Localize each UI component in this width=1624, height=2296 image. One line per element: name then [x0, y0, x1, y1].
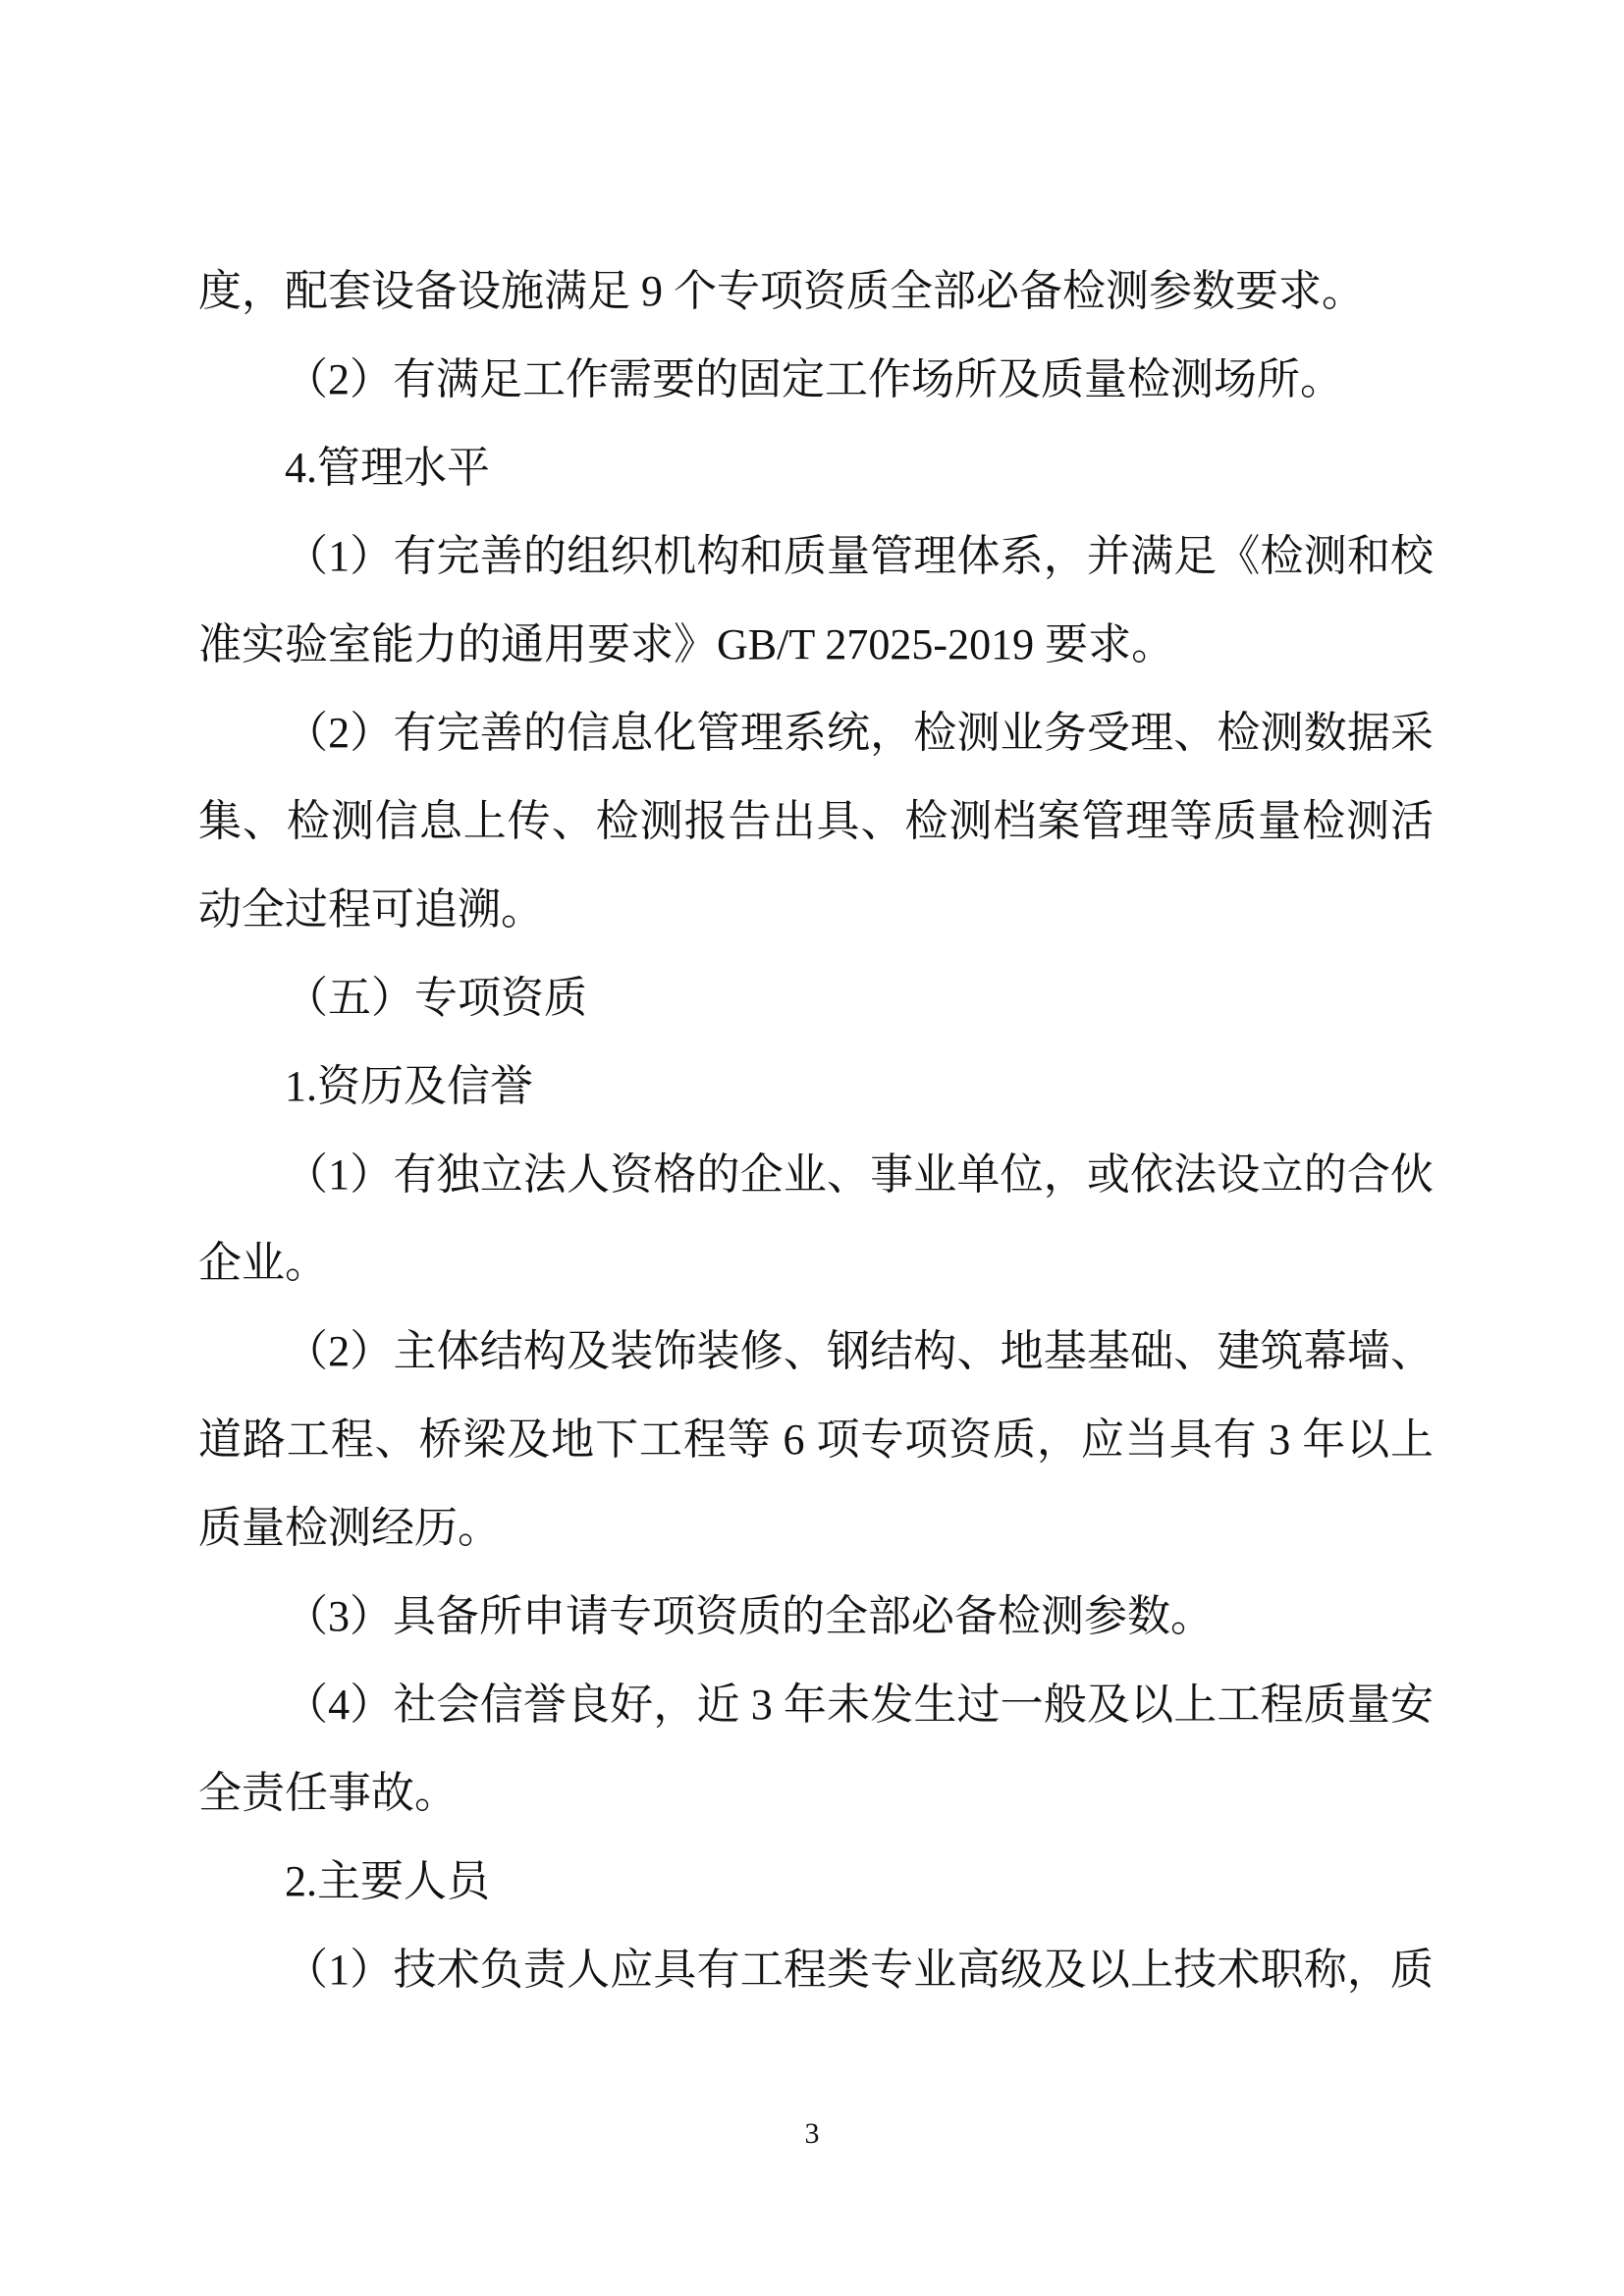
document-body — [198, 247, 1434, 2014]
text-line: 1.资历及信誉 — [285, 1062, 533, 1110]
text-line: （2）有完善的信息化管理系统，检测业务受理、检测数据采 — [285, 709, 1434, 757]
text-line: 度，配套设备设施满足 9 个专项资质全部必备检测参数要求。 — [198, 267, 1365, 315]
text-line: 动全过程可追溯。 — [198, 885, 544, 934]
text-line: （2）主体结构及装饰装修、钢结构、地基基础、建筑幕墙、 — [285, 1327, 1434, 1375]
text-line: （1）有独立法人资格的企业、事业单位，或依法设立的合伙 — [285, 1150, 1434, 1199]
text-line: 全责任事故。 — [198, 1769, 458, 1817]
text-line: 道路工程、桥梁及地下工程等 6 项专项资质，应当具有 3 年以上 — [198, 1415, 1434, 1464]
text-line: 质量检测经历。 — [198, 1504, 501, 1552]
text-line: 准实验室能力的通用要求》GB/T 27025-2019 要求。 — [198, 620, 1175, 668]
text-line: （1）有完善的组织机构和质量管理体系，并满足《检测和校 — [285, 532, 1434, 580]
text-line: （2）有满足工作需要的固定工作场所及质量检测场所。 — [285, 355, 1343, 403]
text-line: 集、检测信息上传、检测报告出具、检测档案管理等质量检测活 — [198, 797, 1434, 845]
text-line: （五）专项资质 — [285, 974, 587, 1022]
page-number: 3 — [804, 2117, 820, 2150]
text-line: （3）具备所申请专项资质的全部必备检测参数。 — [285, 1592, 1214, 1640]
text-line: 企业。 — [198, 1239, 328, 1287]
text-line: （4）社会信誉良好，近 3 年未发生过一般及以上工程质量安 — [285, 1681, 1434, 1729]
text-line: 4.管理水平 — [285, 444, 490, 492]
text-line: 2.主要人员 — [285, 1857, 490, 1905]
text-line: （1）技术负责人应具有工程类专业高级及以上技术职称，质 — [285, 1946, 1434, 1994]
